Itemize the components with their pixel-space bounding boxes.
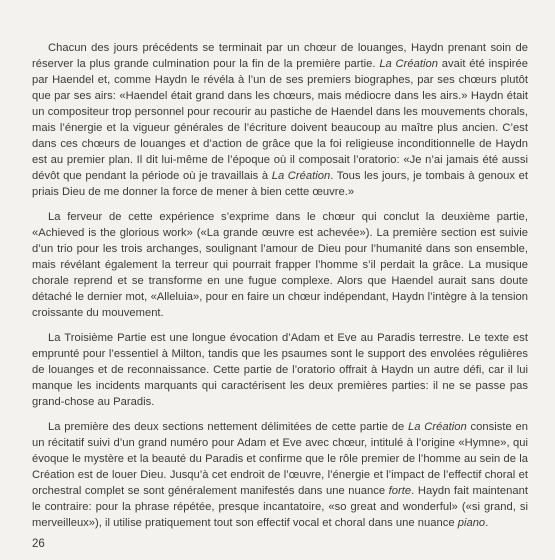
page-number: 26 <box>32 538 45 550</box>
text-run: . Haydn fait maintenant le contraire: pour la phrase répétée, presque incantatoire, «so great and wonderful» («si grand, si merveilleux»), il utilise pratiquement tout son effectif vocal et choral dans une nuance <box>32 485 528 529</box>
italic-text: piano <box>457 517 486 529</box>
text-run: La première des deux sections nettement délimitées de cette partie de <box>48 421 409 433</box>
text-run: Chacun des jours précédents se terminait par un chœur de louanges, Haydn prenant soin de réserver la plus grande culmination pour la fin de la première partie. <box>32 42 528 70</box>
paragraph-2 <box>32 209 528 321</box>
text-run: La Troisième Partie est une longue évocation d’Adam et Eve au Paradis terrestre. Le texte est emprunté pour l’essentiel à Milton, tandis que les psaumes sont le support des envolées régulières de louanges et de reconnaissance. Cette partie de l’oratorio offrait à Haydn un autre défi, car il lui manque les incidents marquants qui caractérisent les deux premières parties: il ne se passe pas grand-chose au Paradis. <box>32 332 528 408</box>
italic-text: La Création <box>408 421 467 433</box>
paragraph-4 <box>32 419 528 531</box>
paragraph-1 <box>32 40 528 200</box>
italic-text: La Création <box>379 58 439 70</box>
italic-text: forte <box>388 485 412 497</box>
italic-text: La Création <box>271 170 331 182</box>
text-run: La ferveur de cette expérience s’exprime dans le chœur qui conclut la deuxième partie, «Achieved is the glorious work» («La grande œuvre est achevée»). La première section est suivie d’un trio pour les trois archanges, soulignant l’amour de Dieu pour l’humanité dans son ensemble, mais révélant également la terreur qui pourrait frapper l’homme s’il perdait la grâce. La musique chorale reprend et se transforme en une fugue complexe. Alors que Haendel aurait sans doute détaché le dernier mot, «Alleluia», pour en faire un chœur indépendant, Haydn l’intègre à la tension croissante du mouvement. <box>32 211 528 319</box>
page-body <box>32 40 528 531</box>
paragraph-3 <box>32 330 528 410</box>
text-run: . Tous les jours, je tombais à genoux et priais Dieu de me donner la force de mener à bien cette œuvre.» <box>32 170 528 198</box>
text-run: consiste en un récitatif suivi d’un grand numéro pour Adam et Eve avec chœur, intitulé à l’origine «Hymne», qui évoque le mystère et la beauté du Paradis et confirme que le rôle premier de l’homme au sein de la Création est de louer Dieu. Jusqu’à cet endroit de l’œuvre, l’énergie et l’impact de l’effectif choral et orchestral complet se sont généralement manifestés dans une nuance <box>32 421 528 497</box>
text-run: avait été inspirée par Haendel et, comme Haydn le révéla à l’un de ses premiers biographes, par ses chœurs plutôt que par ses airs: «Haendel était grand dans les chœurs, mais médiocre dans les airs.» Haydn était un compositeur trop personnel pour recourir au pastiche de Haendel dans les mouvements chorals, mais l’énergie et la vigueur générales de l’écriture doivent beaucoup au maître plus ancien. C’est dans ces chœurs de louanges et d’action de grâce que la foi religieuse inconditionnelle de Haydn est au premier plan. Il dit lui-même de l’époque où il composait l’oratorio: «Je n’ai jamais été aussi dévôt que pendant la période où je travaillais à <box>32 58 528 182</box>
text-run: . <box>485 517 489 529</box>
